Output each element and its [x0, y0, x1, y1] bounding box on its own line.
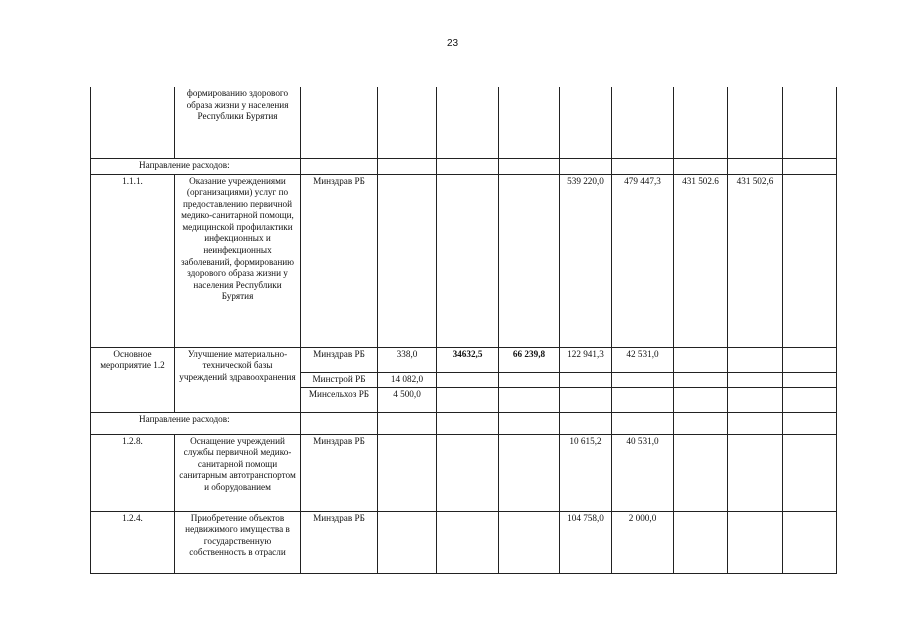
table-row [91, 347, 837, 372]
value-cell: 14 082,0 [378, 372, 437, 387]
value-cell: 66 239,8 [499, 347, 560, 372]
value-cell: 479 447,3 [612, 174, 674, 347]
value-cell: 42 531,0 [612, 347, 674, 372]
executor-cell: Минздрав РБ [301, 511, 378, 573]
value-cell: 431 502,6 [728, 174, 783, 347]
table-row [91, 158, 837, 174]
executor-cell: Минздрав РБ [301, 174, 378, 347]
value-cell: 4 500,0 [378, 387, 437, 412]
code-cell: 1.2.8. [91, 434, 175, 511]
budget-table [90, 87, 837, 574]
value-cell: 40 531,0 [612, 434, 674, 511]
table-row [91, 412, 837, 434]
description-cell: формированию здорового образа жизни у населения Республики Бурятия [175, 87, 301, 158]
table-row [91, 87, 837, 158]
code-cell: 1.1.1. [91, 174, 175, 347]
value-cell: 34632,5 [437, 347, 499, 372]
code-cell [91, 87, 175, 158]
description-cell: Оснащение учреждений службы первичной медико-санитарной помощи санитарным автотранспортом и оборудованием [175, 434, 301, 511]
value-cell: 10 615,2 [560, 434, 612, 511]
executor-cell: Минстрой РБ [301, 372, 378, 387]
value-cell: 104 758,0 [560, 511, 612, 573]
value-cell: 539 220,0 [560, 174, 612, 347]
table-row [91, 174, 837, 347]
executor-cell: Минздрав РБ [301, 434, 378, 511]
executor-cell: Минсельхоз РБ [301, 387, 378, 412]
value-cell: 431 502.6 [674, 174, 728, 347]
executor-cell: Минздрав РБ [301, 347, 378, 372]
section-label: Направление расходов: [91, 158, 301, 174]
section-label: Направление расходов: [91, 412, 301, 434]
value-cell: 338,0 [378, 347, 437, 372]
value-cell: 2 000,0 [612, 511, 674, 573]
table-row [91, 511, 837, 573]
description-cell: Приобретение объектов недвижимого имущества в государственную собственность в отрасли [175, 511, 301, 573]
code-cell: Основное мероприятие 1.2 [91, 347, 175, 412]
code-cell: 1.2.4. [91, 511, 175, 573]
value-cell: 122 941,3 [560, 347, 612, 372]
table-row [91, 434, 837, 511]
page-number: 23 [446, 38, 459, 49]
description-cell: Оказание учреждениями (организациями) услуг по предоставлению первичной медико-санитарной помощи, медицинской профилактики инфекционных и неинфекционных заболеваний, формированию здорового образа жизни у населения Республики Бурятия [175, 174, 301, 347]
description-cell: Улучшение материально-технической базы учреждений здравоохранения [175, 347, 301, 412]
